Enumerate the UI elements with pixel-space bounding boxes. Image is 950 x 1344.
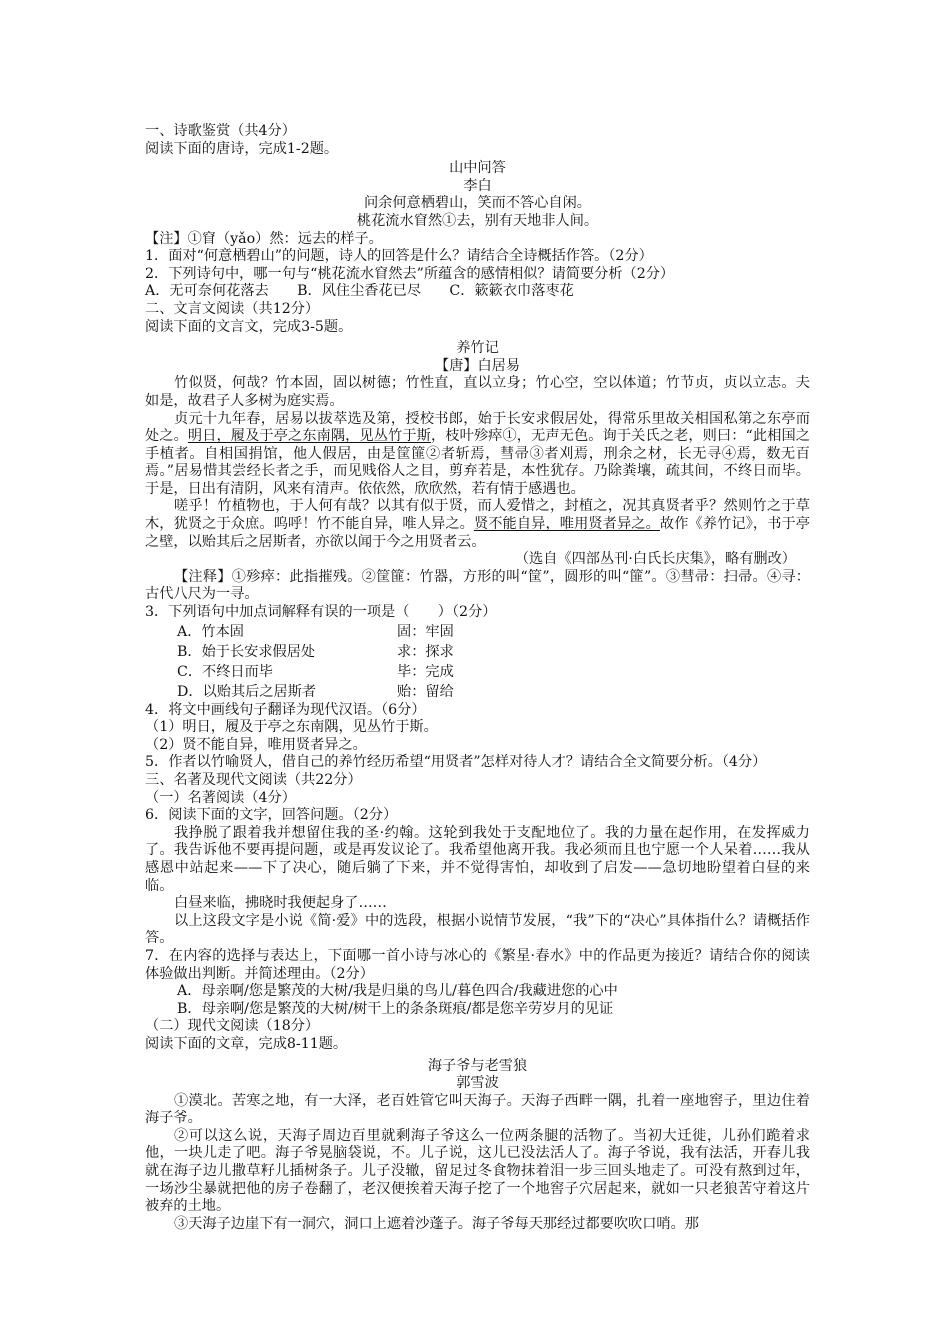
story-paragraph-3: ③天海子边崖下有一洞穴，洞口上遮着沙蓬子。海子爷每天那经过都要吹吹口哨。那 (174, 1215, 699, 1232)
section3-sub1: （一）名著阅读（4分） (145, 789, 296, 806)
essay-paragraph-2 (145, 411, 810, 499)
q3-option-a-text: A．竹本固 (177, 623, 244, 640)
poem-author: 李白 (463, 177, 492, 194)
story-paragraph-1: ①漠北。苦寒之地，有一大泽，老百姓管它叫天海子。天海子西畔一隅，扎着一座地窖子，里边住着海子爷。 (145, 1092, 810, 1127)
q3-option-d (145, 682, 810, 702)
essay-p3-text: 嗟乎！竹植物也，于人何有哉？以其有似于贤，而人爱惜之，封植之，况其真贤者乎？然则竹之于草木，犹贤之于众庶。呜呼！竹不能自异，唯人异之。 (145, 498, 810, 533)
q3-option-a (145, 622, 810, 642)
question-7-option-b: B．母亲啊/您是繁茂的大树/树干上的条条斑痕/都是您辛劳岁月的见证 (177, 1000, 614, 1017)
story-title: 海子爷与老雪狼 (427, 1057, 528, 1074)
essay-p2-text-rest: ，枝叶殄瘁①，无声无色。询于关氏之老，则曰：“此相国之手植者。自相国捐馆，他人假居，由是筐篚②者斩焉，彗帚③者刈焉，刑余之材，长无寻④焉，数无百焉。”居易惜其尝经长者之手，而见贱俗人之目，剪弃若是，本性犹存。乃除粪壤，疏其间，不终日而毕。于是，日出有清阴，风来有清声。依依然，欣欣然，若有情于感遇也。 (145, 428, 810, 497)
question-4-2: （2）贤不能自异，唯用贤者异之。 (145, 736, 367, 753)
section2-heading: 二、文言文阅读（共12分） (145, 300, 320, 317)
story-paragraph-2: ②可以这么说，天海子周边百里就剩海子爷这么一位两条腿的活物了。当初大迁徙，儿孙们跪着求他，一块儿走了吧。海子爷晃脑袋说，不。儿子说，这儿已没法活人了。海子爷说，我有法活，开春儿我就在海子边儿撒草籽儿插树条子。儿子没辙，留足过冬食物抹着泪一步三回头地走了。可没有熬到过年，一场沙尘暴就把他的房子卷翻了，老汉便挨着天海子挖了一个地窖子穴居起来，就如一只老狼苦守着这片被弃的土地。 (145, 1127, 810, 1215)
q3-option-b (145, 642, 810, 662)
question-2-options: A．无可奈何花落去 B．风住尘香花已尽 C．簌簌衣巾落枣花 (145, 283, 574, 300)
q3-option-a-gloss: 固：牢固 (397, 623, 454, 640)
poem-line-2: 桃花流水窅然①去，别有天地非人间。 (356, 212, 599, 229)
essay-p2-text: 贞元十九年春，居易以拔萃选及第，授校书郎，始于长安求假居处，得常乐里故关相国私第之东亭而处之。 (145, 410, 810, 445)
section3-intro: 阅读下面的文章，完成8-11题。 (145, 1035, 348, 1052)
question-1: 1．面对“何意栖碧山”的问题，诗人的回答是什么？请结合全诗概括作答。（2分） (145, 248, 653, 265)
question-4: 4．将文中画线句子翻译为现代汉语。（6分） (145, 701, 426, 718)
essay-paragraph-3 (145, 498, 810, 551)
essay-notes: 【注释】①殄瘁：此指摧残。②筐篚：竹器，方形的叫“筐”，圆形的叫“篚”。③彗帚：扫帚。④寻：古代八尺为一寻。 (145, 568, 810, 603)
essay-paragraph-1: 竹似贤，何哉？竹本固，固以树德；竹性直，直以立身；竹心空，空以体道；竹节贞，贞以立志。夫如是，故君子人多树为庭实焉。 (145, 375, 810, 409)
section2-intro: 阅读下面的文言文，完成3-5题。 (145, 318, 353, 335)
section3-sub2: （二）现代文阅读（18分） (145, 1018, 320, 1035)
poem-line-1: 问余何意栖碧山，笑而不答心自闲。 (363, 195, 591, 212)
question-6-prompt: 以上这段文字是小说《简·爱》中的选段，根据小说情节发展，“我”下的“决心”具体指什么？请概括作答。 (145, 912, 810, 947)
q3-option-c-gloss: 毕：完成 (397, 663, 454, 680)
question-7-option-a: A．母亲啊/您是繁茂的大树/我是归巢的鸟儿/暮色四合/我藏进您的心中 (177, 983, 618, 1000)
question-5: 5．作者以竹喻贤人，借自己的养竹经历希望“用贤者”怎样对待人才？请结合全文简要分析。（4分） (145, 754, 767, 771)
underlined-sentence-2: 贤不能自异，唯用贤者异之。 (473, 516, 660, 533)
question-6: 6．阅读下面的文字，回答问题。（2分） (145, 807, 398, 824)
q3-option-b-gloss: 求：探求 (397, 643, 454, 660)
question-7: 7．在内容的选择与表达上，下面哪一首小诗与冰心的《繁星·春水》中的作品更为接近？请结合你的阅读体验做出判断。并简述理由。（2分） (145, 947, 810, 982)
q3-option-d-gloss: 贻：留给 (397, 683, 454, 700)
q3-option-b-text: B．始于长安求假居处 (177, 643, 316, 660)
q3-option-d-text: D．以贻其后之居斯者 (177, 683, 317, 700)
essay-p3-text-rest: 故作《养竹记》，书于亭之壁，以贻其后之居斯者，亦欲以闻于今之用贤者云。 (145, 516, 810, 550)
underlined-sentence-1: 明日，履及于亭之东南隅，见丛竹于斯 (187, 428, 431, 445)
section1-intro: 阅读下面的唐诗，完成1-2题。 (145, 140, 339, 157)
section3-heading: 三、名著及现代文阅读（共22分） (145, 772, 362, 788)
exam-page (145, 119, 810, 1233)
essay-author: 【唐】白居易 (434, 357, 521, 374)
jane-eyre-excerpt: 我挣脱了跟着我并想留住我的圣·约翰。这轮到我处于支配地位了。我的力量在起作用，在发挥威力了。我告诉他不要再提问题，或是再发议论了。我希望他离开我。我必须而且也宁愿一个人呆着……我从感恩中站起来——下了决心，随后躺了下来，并不觉得害怕，却收到了启发——急切地盼望着白昼的来临。 (145, 824, 810, 894)
poem-note: 【注】①窅（yǎo）然：远去的样子。 (145, 230, 383, 247)
section1-heading: 一、诗歌鉴赏（共4分） (145, 123, 296, 139)
q3-option-c (145, 662, 810, 682)
question-4-1: （1）明日，履及于亭之东南隅，见丛竹于斯。 (145, 719, 438, 736)
question-2: 2．下列诗句中，哪一句与“桃花流水窅然去”所蕴含的感情相似？请简要分析（2分） (145, 265, 675, 282)
jane-eyre-excerpt-2: 白昼来临，拂晓时我便起身了…… (174, 895, 387, 912)
q3-option-c-text: C．不终日而毕 (177, 663, 273, 680)
story-author: 郭雪波 (456, 1075, 499, 1092)
essay-title: 养竹记 (456, 340, 499, 357)
question-3: 3．下列语句中加点词解释有误的一项是（ ）（2分） (145, 604, 497, 621)
essay-source: （选自《四部丛刊·白氏长庆集》，略有删改） (514, 551, 796, 568)
poem-title: 山中问答 (449, 160, 506, 177)
